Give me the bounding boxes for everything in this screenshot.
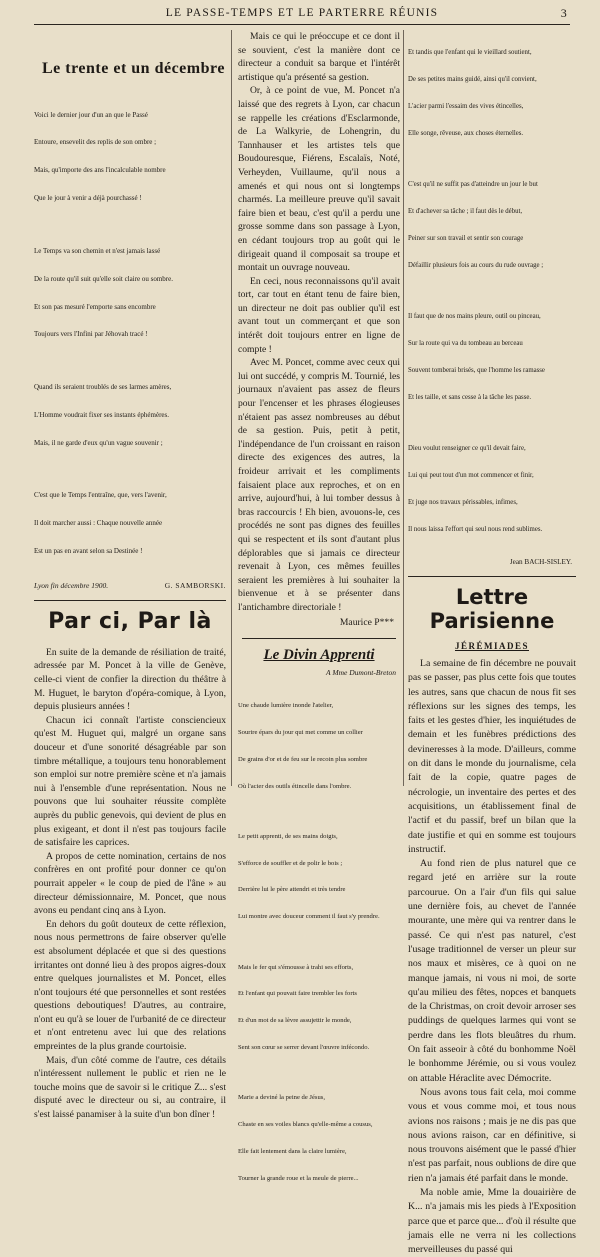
verse-line: De la route qu'il suit qu'elle soit claire ou sombre.	[34, 274, 173, 283]
verse-line: Où l'acier des outils étincelle dans l'ombre.	[238, 782, 352, 790]
column-divider	[231, 30, 232, 786]
verse-line: Chaste en ses voiles blancs qu'elle-même a cousus,	[238, 1121, 373, 1129]
poem-dedication: A Mme Dumont-Breton	[326, 667, 396, 677]
verse-line: Que le jour à venir a déjà pourchassé !	[34, 194, 142, 203]
verse-line: Toujours vers l'Infini par Jéhovah tracé !	[34, 330, 148, 339]
poem-stanza	[34, 92, 226, 222]
poem-stanza	[34, 228, 226, 358]
poem-stanza	[408, 30, 576, 156]
verse-line: Et l'enfant qui pouvait faire trembler les forts	[238, 990, 357, 998]
poem-stanza	[238, 815, 400, 940]
verse-line: Souvent tomberai brisés, que l'homme les ramasse	[408, 367, 545, 374]
verse-line: Marie a deviné la peine de Jésus,	[238, 1094, 325, 1102]
verse-line: Défaillir plusieurs fois au cours du rude ouvrage ;	[408, 262, 544, 269]
paragraph: Or, à ce point de vue, M. Poncet n'a laissé que des regrets à Lyon, car chacun se rappelle les créations d'Esclarmonde, de La Walkyrie, de Lohengrin, du Tannhauser et les artistes tels que Boudouresque, Fiérens, Escalaïs, Noté, Verheyden, Vuillaume, qu'il nous a amenés et qui nous ont si longtemps charmés. La meilleure preuve qu'il savait faire bien et beau, c'est qu'il a perdu une grosse somme dans son passage à Lyon, en cédant toujours trop au goût qui le dirigeait quand il composait sa troupe et montait un ouvrage nouveau.	[238, 85, 400, 274]
paragraph: En dehors du goût douteux de cette réflexion, nous nous permettrons de faire observer qu'elle est absolument déplacée et que si des questions irritantes ont donné lieu à des propos aigres-doux entre quelques journalistes et M. Poncet, elles n'ont toujours été que personnelles et sont restées questions deboutiques! D'autres, au contraire, n'ont eu qu'à se louer de l'urbanité de ce directeur et n'ont entretenu avec lui que des relations empreintes de la plus grande courtoisie.	[34, 918, 226, 1053]
column-left	[34, 30, 226, 1122]
paragraph: Nous avons tous fait cela, moi comme vous et vous comme moi, et tous nous avions nos raisons ; mais je ne dis pas que nous avions raison, car en définitive, si nous trouvons aisément que le passé d'hier n'est pas parfait, nous oublions de dire que rien n'a jamais été parfait dans le monde.	[408, 1086, 576, 1184]
column-middle	[238, 30, 400, 1207]
verse-line: L'Homme voudrait fixer ses instants éphémères.	[34, 410, 170, 419]
poem-author: Jean BACH-SISLEY.	[509, 558, 572, 566]
paragraph: Avec M. Poncet, comme avec ceux qui lui ont succédé, y compris M. Tournié, les journaux n'avaient pas assez de fleurs pour l'encenser et les phrases élogieuses n'étaient pas assez nombreuses au début de sa gestion. Puis, petit à petit, l'indépendance de l'un croissant en raison directe des exigences des autres, la froideur arrivait et les compliments faisaient place aux reproches, et on en arrive, aujourd'hui, à lui tomber dessus à bras raccourcis ! Eh bien, avouons-le, ces procédés ne sont pas dignes des feuilles qui se respectent et ils sont d'autant plus déplorables que si jamais ce directeur revenait à Lyon, ces mêmes feuilles seraient les premières à lui souhaiter la bienvenue et à se présenter dans l'antichambre directoriale !	[238, 357, 400, 613]
verse-line: Voici le dernier jour d'un an que le Passé	[34, 110, 148, 119]
poem-stanza	[238, 685, 400, 810]
poem-author: G. SAMBORSKI.	[164, 580, 226, 590]
section-rule	[242, 638, 396, 639]
paragraph: Chacun ici connaît l'artiste consciencieux qu'est M. Huguet qui, malgré un organe sans douceur et d'une sonorité désagréable par son timbre métallique, a toujours tenu honorablement son emploi sur notre première scène et n'a jamais nui à l'ensemble d'une représentation. Nous ne pouvons que lui souhaiter réussite complète auprès du public genevois, qui devient de plus en plus exigeant, et dont il n'est pas toujours facile de satisfaire les caprices.	[34, 714, 226, 849]
verse-line: Le Temps va son chemin et n'est jamais lassé	[34, 246, 161, 255]
poem-title: Le Divin Apprenti	[263, 646, 375, 663]
verse-line: Mais, il ne garde d'eux qu'un vague souvenir ;	[34, 438, 163, 447]
poem-date: Lyon fin décembre 1900.	[34, 580, 109, 590]
poem-stanza	[34, 364, 226, 466]
article-continuation	[238, 30, 400, 615]
verse-line: Mais, qu'importe des ans l'incalculable nombre	[34, 166, 166, 175]
verse-line: Une chaude lumière inonde l'atelier,	[238, 702, 334, 710]
verse-line: Derrière lui le père attendri et très tendre	[238, 886, 346, 894]
poem-body	[34, 92, 226, 575]
verse-line: Et d'un mot de sa lèvre assujettir le monde,	[238, 1017, 352, 1025]
verse-line: Sur la route qui va du tombeau au berceau	[408, 340, 523, 347]
article-title: Par ci, Par là	[48, 608, 212, 634]
verse-line: Lui montre avec douceur comment il faut s'y prendre.	[238, 913, 380, 921]
verse-line: Est un pas en avant selon sa Destinée !	[34, 546, 143, 555]
verse-line: Il doit marcher aussi : Chaque nouvelle année	[34, 519, 163, 528]
verse-line: Et tandis que l'enfant qui le vieillard soutient,	[408, 49, 532, 56]
section-rule	[408, 576, 576, 577]
verse-line: Lui qui peut tout d'un mot commencer et finir,	[408, 472, 534, 479]
verse-line: Il faut que de nos mains pleure, outil ou pinceau,	[408, 313, 541, 320]
verse-line: Le petit apprenti, de ses mains doigts,	[238, 833, 338, 841]
verse-line: Quand ils seraient troublés de ses larmes amères,	[34, 382, 172, 391]
verse-line: Et d'achever sa tâche ; il faut dès le début,	[408, 208, 523, 215]
poem-stanza	[238, 1077, 400, 1202]
poem-stanza	[408, 162, 576, 288]
verse-line: C'est qu'il ne suffit pas d'atteindre un jour le but	[408, 181, 538, 188]
verse-line: Elle fait lentement dans la claire lumière,	[238, 1147, 347, 1155]
verse-line: Sent son cœur se serrer devant l'œuvre infécondo.	[238, 1043, 370, 1051]
poem-title: Le trente et un décembre	[42, 60, 225, 77]
verse-line: De ses petites mains guidé, ainsi qu'il convient,	[408, 76, 537, 83]
verse-line: C'est que le Temps l'entraîne, que, vers l'avenir,	[34, 491, 167, 500]
verse-line: Elle songe, rêveuse, aux choses éternelles.	[408, 130, 524, 137]
poem-stanza	[34, 473, 226, 575]
article-title: Lettre Parisienne	[429, 585, 555, 633]
verse-line: Entoure, ensevelit des replis de son ombre ;	[34, 138, 157, 147]
poem-stanza	[408, 426, 576, 552]
verse-line: Sourire épars du jour qui met comme un collier	[238, 729, 363, 737]
verse-line: Tourner la grande roue et la meule de pierre...	[238, 1174, 359, 1182]
poem-signoff	[34, 581, 226, 590]
poem-body	[238, 685, 400, 1202]
column-divider	[403, 30, 404, 786]
section-heading: JÉRÉMIADES	[454, 641, 529, 651]
paragraph: En ceci, nous reconnaissons qu'il avait tort, car tout en étant tenu de faire bien, un directeur ne doit pas oublier qu'il est avant tout un commerçant et que son intérêt doit toujours entrer en ligne de compte !	[238, 275, 400, 355]
verse-line: Dieu voulut renseigner ce qu'il devait faire,	[408, 445, 526, 452]
article-body	[34, 646, 226, 1122]
verse-line: Et son pas mesuré l'emporte sans encombre	[34, 302, 156, 311]
verse-line: De grains d'or et de feu sur le recoin plus sombre	[238, 755, 368, 763]
paragraph: En suite de la demande de résiliation de traité, adressée par M. Poncet à la ville de Genève, celle-ci vient de confier la direction du théâtre à M. Huguet, le baryton d'opéra-comique, à Lyon, depuis plusieurs années !	[34, 646, 226, 713]
verse-line: Et juge nos travaux périssables, infimes,	[408, 499, 518, 506]
paragraph: Mais, d'un côté comme de l'autre, ces détails n'intéressent nullement le public et rien ne le touche moins que de savoir si le critique Z... s'est disputé avec le directeur ou si, au contraire, il s'est laissé panamiser à la suite d'un bon dîner !	[34, 1054, 226, 1121]
paragraph: A propos de cette nomination, certains de nos confrères en ont profité pour donner ce qu'on pourrait appeler « le coup de pied de l'âne » au directeur démissionnaire, M. Poncet, que nous avons eu pendant cinq ans à Lyon.	[34, 850, 226, 917]
verse-line: L'acier parmi l'essaim des vives étincelles,	[408, 103, 524, 110]
verse-line: S'efforce de souffler et de polir le bois ;	[238, 859, 343, 867]
page-header	[34, 4, 570, 25]
page-number: 3	[560, 6, 568, 20]
verse-line: Mais le fer qui s'émousse à trahi ses efforts,	[238, 963, 354, 971]
verse-line: Peiner sur son travail et sentir son courage	[408, 235, 524, 242]
poem-body	[408, 30, 576, 552]
section-rule	[34, 600, 226, 601]
paragraph: Au fond rien de plus naturel que ce regard jeté en arrière sur la route parcourue. On a l'air d'un fils qui salue une dernière fois, au chevet de l'année mourante, une mère qui va rentrer dans le passé. Ce qui n'est pas naturel, c'est l'usage traditionnel de verser un pleur sur nos maux et misères, ce à quoi on ne manque jamais, ni vous ni moi, de sorte qu'au milieu des fêtes, nopces et banquets de la Christmas, on croit devoir arroser ses puddings de quelques larmes qui vont se perdre dans les flots bleuâtres du rhum. On fait asseoir à côté du bonhomme Noël le bonhomme Jérémie, ou si vous voulez on attable Héraclite avec Démocrite.	[408, 858, 576, 1084]
column-right	[408, 30, 576, 1257]
verse-line: Il nous laissa l'effort qui seul nous rend sublimes.	[408, 526, 543, 533]
article-signature: Maurice P***	[339, 616, 394, 628]
paragraph: Mais ce qui le préoccupe et ce dont il se souvient, c'est la manière dont ce directeur a conduit sa barque et l'intérêt artistique qu'a présenté sa gestion.	[238, 31, 400, 83]
journal-title: LE PASSE-TEMPS ET LE PARTERRE RÉUNIS	[165, 7, 439, 19]
poem-stanza	[408, 294, 576, 420]
paragraph: La semaine de fin décembre ne pouvait pas se passer, pas plus cette fois que toutes les autres, sans que chacun de nous fit ses réflexions sur les signes des temps, les faits et les gestes d'hier, les inquiétudes de demain et les funèbres prédictions des devineresses à la mode. D'ailleurs, comme on dit dans le monde du journalisme, cela fait de la copie, quatre pages de nécrologie, un inventaire des pertes et des acquisitions, un établissement final de l'actif et du passif, bref un bilan que la date justifie et qui en somme est toujours instructif.	[408, 658, 576, 855]
paragraph: Ma noble amie, Mme la douairière de K... n'a jamais mis les pieds à l'Exposition parce que et parce que... d'où il résulte que jamais elle ne verra ni les collections merveilleuses du passé qui	[408, 1186, 576, 1256]
poem-stanza	[238, 946, 400, 1071]
article-body	[408, 657, 576, 1257]
verse-line: Et les taille, et sans cesse à la tâche les passe.	[408, 394, 532, 401]
